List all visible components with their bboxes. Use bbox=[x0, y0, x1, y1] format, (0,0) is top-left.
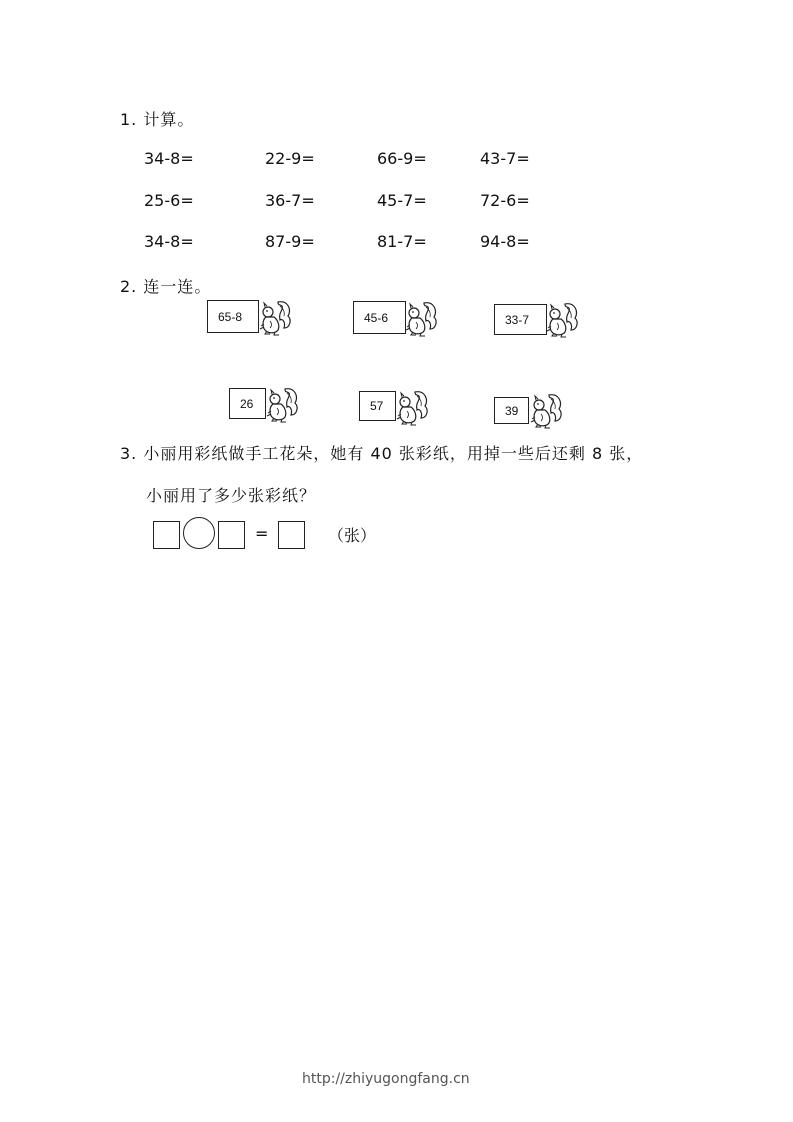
squirrel-icon bbox=[265, 385, 299, 423]
answer-blank-box[interactable] bbox=[278, 521, 305, 549]
match-box-label: 39 bbox=[505, 403, 519, 418]
match-box-label: 26 bbox=[240, 396, 254, 411]
q1-item: 87-9= bbox=[265, 232, 315, 251]
match-box-bottom[interactable] bbox=[229, 388, 266, 419]
squirrel-icon bbox=[545, 300, 579, 338]
match-box-bottom[interactable] bbox=[359, 391, 396, 421]
q1-item: 43-7= bbox=[480, 149, 530, 168]
match-box-label: 33-7 bbox=[505, 312, 530, 327]
q1-item: 22-9= bbox=[265, 149, 315, 168]
q1-title: 1. 计算。 bbox=[120, 110, 195, 129]
operator-blank-circle[interactable] bbox=[183, 517, 215, 549]
squirrel-icon bbox=[529, 391, 563, 429]
q1-item: 81-7= bbox=[377, 232, 427, 251]
q1-item: 34-8= bbox=[144, 232, 194, 251]
match-box-top[interactable] bbox=[494, 304, 547, 335]
unit-label: （张） bbox=[328, 526, 377, 545]
q2-title: 2. 连一连。 bbox=[120, 277, 212, 296]
q1-item: 72-6= bbox=[480, 191, 530, 210]
equals-sign: = bbox=[255, 524, 269, 543]
q3-line1: 3. 小丽用彩纸做手工花朵，她有 40 张彩纸，用掉一些后还剩 8 张， bbox=[120, 444, 644, 463]
footer-url[interactable]: http://zhiyugongfang.cn bbox=[302, 1071, 470, 1087]
q3-line2: 小丽用了多少张彩纸？ bbox=[146, 486, 317, 505]
match-box-bottom[interactable] bbox=[494, 397, 529, 424]
match-box-label: 57 bbox=[370, 399, 384, 413]
answer-blank-box[interactable] bbox=[218, 521, 245, 549]
answer-blank-box[interactable] bbox=[153, 521, 180, 549]
q1-item: 25-6= bbox=[144, 191, 194, 210]
q1-item: 34-8= bbox=[144, 149, 194, 168]
match-box-label: 45-6 bbox=[364, 310, 389, 325]
match-box-top[interactable] bbox=[353, 301, 406, 334]
squirrel-icon bbox=[258, 298, 292, 336]
q1-item: 36-7= bbox=[265, 191, 315, 210]
match-box-top[interactable] bbox=[207, 300, 259, 333]
match-box-label: 65-8 bbox=[218, 309, 243, 324]
squirrel-icon bbox=[395, 388, 429, 426]
squirrel-icon bbox=[404, 299, 438, 337]
q1-item: 66-9= bbox=[377, 149, 427, 168]
q1-item: 94-8= bbox=[480, 232, 530, 251]
q1-item: 45-7= bbox=[377, 191, 427, 210]
